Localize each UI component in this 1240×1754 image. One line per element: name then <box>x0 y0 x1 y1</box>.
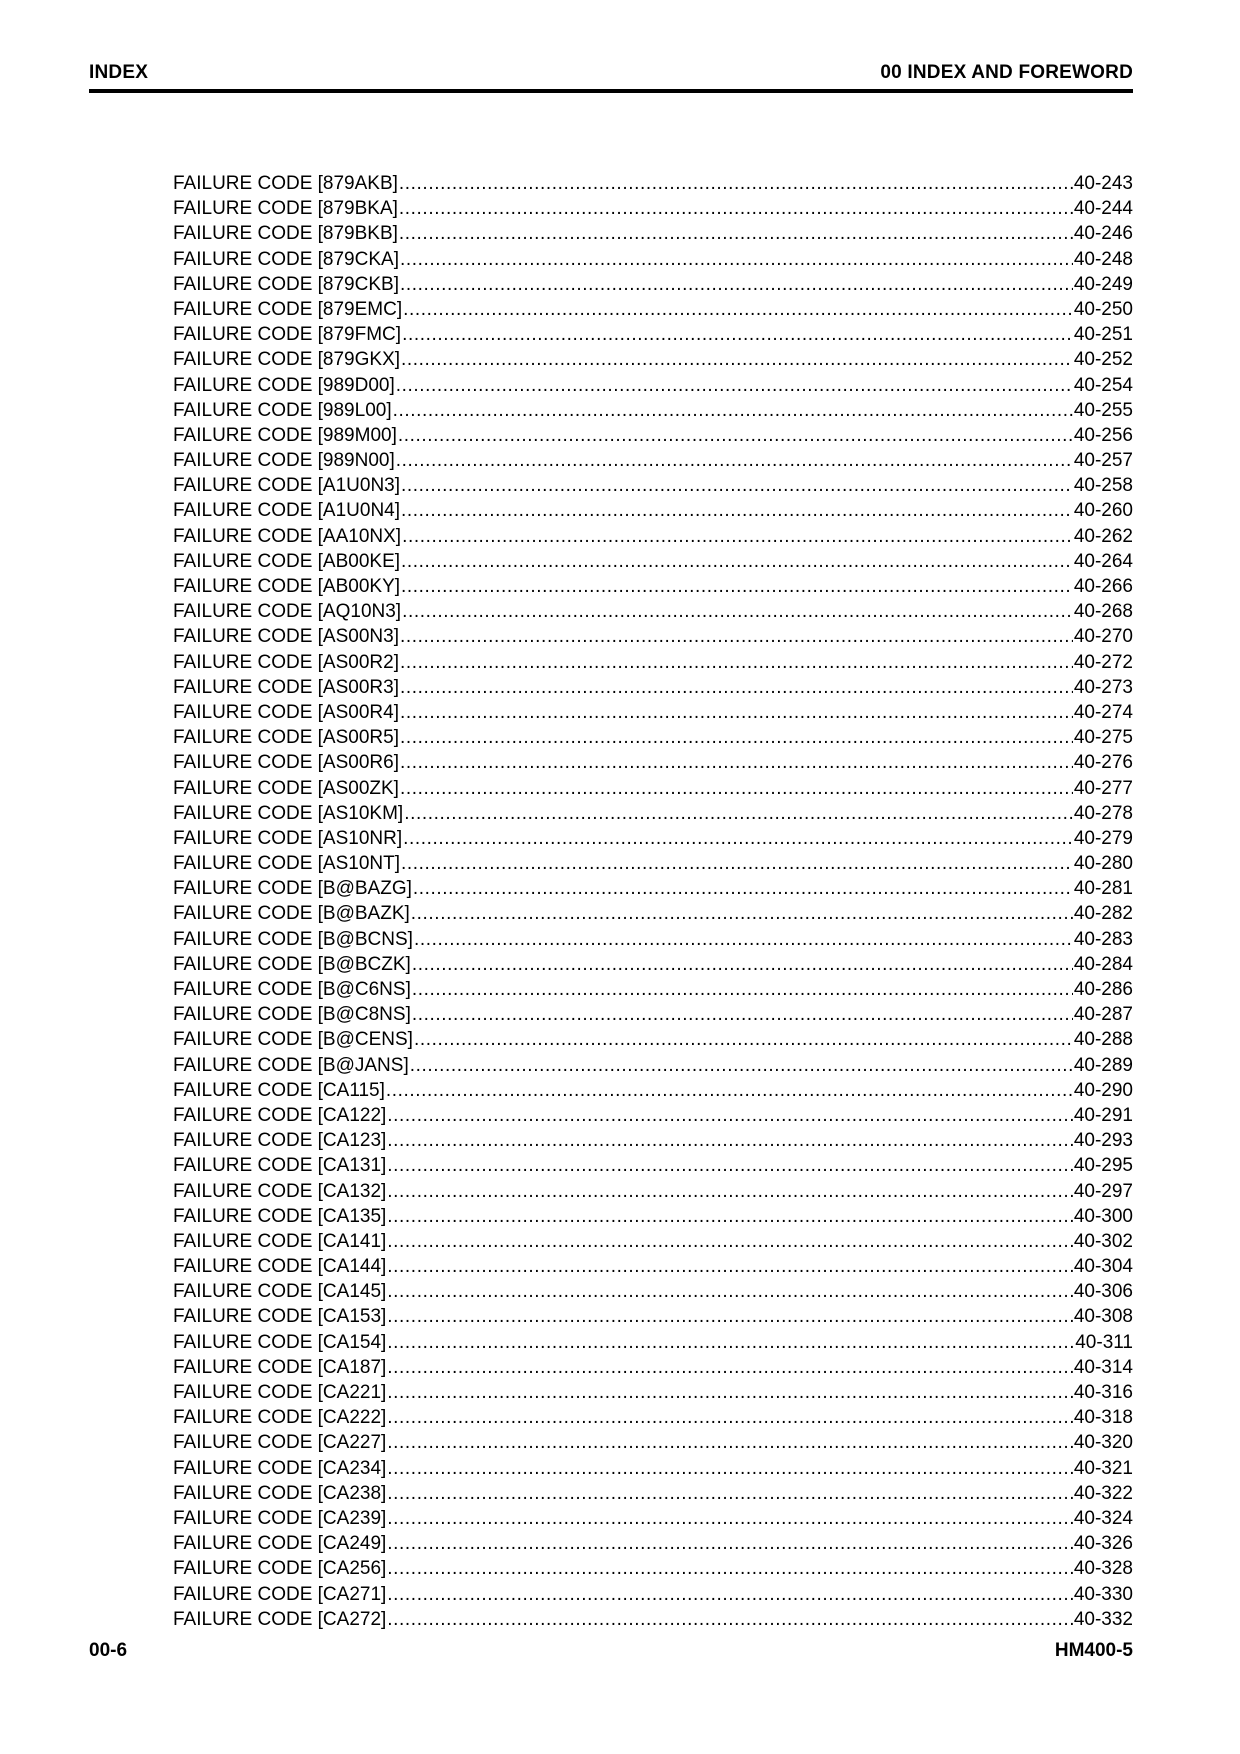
index-entry[interactable] <box>173 524 1133 549</box>
index-entry[interactable] <box>173 1153 1133 1178</box>
index-entry[interactable] <box>173 750 1133 775</box>
index-entry-page: 40-280 <box>1073 853 1133 875</box>
dot-leader <box>400 624 1073 649</box>
index-entry-label: FAILURE CODE [AS00R2] <box>173 651 399 673</box>
dot-leader <box>400 247 1073 272</box>
index-entry-label: FAILURE CODE [AS00R4] <box>173 701 399 723</box>
index-entry[interactable] <box>173 725 1133 750</box>
index-entry-label: FAILURE CODE [AS00R5] <box>173 727 399 749</box>
index-entry-page: 40-302 <box>1073 1230 1133 1252</box>
index-entry-label: FAILURE CODE [B@C6NS] <box>173 979 411 1000</box>
dot-leader <box>396 373 1073 398</box>
dot-leader <box>410 1053 1073 1078</box>
index-entry-page: 40-320 <box>1073 1432 1133 1454</box>
dot-leader <box>387 1179 1073 1204</box>
index-entry-label: FAILURE CODE [B@BAZK] <box>173 903 410 925</box>
index-entry-page: 40-273 <box>1073 676 1133 698</box>
dot-leader <box>387 1229 1073 1254</box>
index-entry[interactable] <box>173 1582 1133 1607</box>
index-entry-label: FAILURE CODE [CA141] <box>173 1230 387 1252</box>
dot-leader <box>412 1002 1073 1027</box>
index-entry[interactable] <box>173 272 1133 297</box>
index-entry[interactable] <box>173 574 1133 599</box>
index-entry[interactable] <box>173 1405 1133 1430</box>
dot-leader <box>400 776 1073 801</box>
index-entry-page: 40-272 <box>1073 651 1133 673</box>
dot-leader <box>387 1531 1073 1556</box>
index-entry-label: FAILURE CODE [A1U0N3] <box>173 475 401 497</box>
index-entry-label: FAILURE CODE [B@C8NS] <box>173 1004 411 1026</box>
index-entry-page: 40-306 <box>1073 1281 1133 1303</box>
index-entry-page: 40-268 <box>1073 601 1133 623</box>
index-entry-label: FAILURE CODE [AB00KE] <box>173 550 401 572</box>
index-entry-label: FAILURE CODE [AS00R3] <box>173 676 399 698</box>
index-entry-page: 40-257 <box>1073 450 1133 472</box>
index-entry-page: 40-288 <box>1073 1029 1133 1051</box>
index-entry[interactable] <box>173 196 1133 221</box>
index-entry[interactable] <box>173 1103 1133 1128</box>
index-entry[interactable] <box>173 221 1133 246</box>
page-header <box>89 56 1133 90</box>
dot-leader <box>399 221 1073 246</box>
index-entry-page: 40-250 <box>1073 298 1133 320</box>
dot-leader <box>401 498 1073 523</box>
index-entry-page: 40-324 <box>1073 1507 1133 1529</box>
index-entry[interactable] <box>173 473 1133 498</box>
index-entry-label: FAILURE CODE [989D00] <box>173 374 395 396</box>
dot-leader <box>387 1128 1073 1153</box>
dot-leader <box>387 1279 1073 1304</box>
dot-leader <box>387 1506 1073 1531</box>
index-entry[interactable] <box>173 977 1133 1002</box>
index-entry-page: 40-328 <box>1073 1558 1133 1580</box>
index-entry[interactable] <box>173 675 1133 700</box>
index-entry-page: 40-282 <box>1073 903 1133 925</box>
index-entry-label: FAILURE CODE [CA234] <box>173 1457 387 1479</box>
index-entry-page: 40-244 <box>1073 198 1133 220</box>
index-entry-label: FAILURE CODE [CA221] <box>173 1382 387 1403</box>
index-entry[interactable] <box>173 373 1133 398</box>
index-entry-page: 40-277 <box>1073 777 1133 799</box>
index-entry-label: FAILURE CODE [989M00] <box>173 424 397 446</box>
index-entry-page: 40-262 <box>1073 525 1133 547</box>
index-entry-label: FAILURE CODE [879GKX] <box>173 349 401 371</box>
dot-leader <box>387 1304 1073 1329</box>
index-entry-page: 40-300 <box>1073 1205 1133 1227</box>
dot-leader <box>399 171 1073 196</box>
index-entry-page: 40-332 <box>1073 1608 1133 1630</box>
index-entry[interactable] <box>173 1481 1133 1506</box>
index-entry-page: 40-318 <box>1073 1407 1133 1429</box>
index-entry-label: FAILURE CODE [AQ10N3] <box>173 601 402 623</box>
index-entry-label: FAILURE CODE [879EMC] <box>173 298 403 320</box>
index-entry[interactable] <box>173 826 1133 851</box>
dot-leader <box>412 977 1073 1002</box>
index-entry-page: 40-311 <box>1075 1331 1133 1353</box>
dot-leader <box>413 876 1073 901</box>
index-entry-page: 40-275 <box>1073 727 1133 749</box>
dot-leader <box>414 927 1073 952</box>
index-entry[interactable] <box>173 801 1133 826</box>
index-entry-label: FAILURE CODE [B@JANS] <box>173 1054 409 1076</box>
dot-leader <box>398 423 1073 448</box>
dot-leader <box>400 675 1073 700</box>
dot-leader <box>403 826 1073 851</box>
index-entry-label: FAILURE CODE [CA135] <box>173 1205 387 1227</box>
index-entry-page: 40-252 <box>1073 349 1133 371</box>
index-entry-label: FAILURE CODE [879BKA] <box>173 198 398 220</box>
index-entry-label: FAILURE CODE [CA249] <box>173 1533 387 1555</box>
index-entry[interactable] <box>173 1254 1133 1279</box>
index-entry-page: 40-270 <box>1073 626 1133 648</box>
dot-leader <box>386 1078 1073 1103</box>
index-entry-label: FAILURE CODE [AS00R6] <box>173 752 399 774</box>
index-entry[interactable] <box>173 1380 1133 1405</box>
dot-leader <box>387 1456 1073 1481</box>
dot-leader <box>387 1481 1073 1506</box>
index-entry[interactable] <box>173 549 1133 574</box>
dot-leader <box>387 1103 1073 1128</box>
index-entry-label: FAILURE CODE [AS10NT] <box>173 853 401 875</box>
header-section-label: INDEX <box>89 62 149 83</box>
index-entry-label: FAILURE CODE [AS10KM] <box>173 802 404 824</box>
index-entry-page: 40-304 <box>1073 1256 1133 1278</box>
index-entry-label: FAILURE CODE [879CKB] <box>173 273 399 295</box>
index-entry[interactable] <box>173 1279 1133 1304</box>
index-entry[interactable] <box>173 1229 1133 1254</box>
index-entry-page: 40-330 <box>1073 1583 1133 1605</box>
index-entry-label: FAILURE CODE [879CKA] <box>173 248 399 270</box>
index-entry[interactable] <box>173 1128 1133 1153</box>
dot-leader <box>401 473 1073 498</box>
index-entry[interactable] <box>173 952 1133 977</box>
dot-leader <box>387 1204 1073 1229</box>
dot-leader <box>387 1582 1073 1607</box>
index-entry-label: FAILURE CODE [CA256] <box>173 1558 387 1580</box>
index-entry[interactable] <box>173 322 1133 347</box>
index-entry-page: 40-248 <box>1073 248 1133 270</box>
index-entry[interactable] <box>173 297 1133 322</box>
dot-leader <box>400 725 1073 750</box>
index-entry-label: FAILURE CODE [B@BAZG] <box>173 878 412 900</box>
index-entry[interactable] <box>173 901 1133 926</box>
dot-leader <box>387 1254 1073 1279</box>
index-entry-page: 40-246 <box>1073 223 1133 245</box>
page-footer <box>89 1636 1133 1666</box>
dot-leader <box>402 599 1073 624</box>
index-entry[interactable] <box>173 1355 1133 1380</box>
index-entry-label: FAILURE CODE [989L00] <box>173 399 392 421</box>
index-entry-page: 40-281 <box>1073 878 1133 900</box>
index-entry-label: FAILURE CODE [CA187] <box>173 1356 387 1378</box>
index-entry[interactable] <box>173 1456 1133 1481</box>
index-entry-page: 40-314 <box>1073 1356 1133 1378</box>
index-entry-label: FAILURE CODE [879FMC] <box>173 324 402 346</box>
index-entry-page: 40-278 <box>1073 802 1133 824</box>
dot-leader <box>400 272 1073 297</box>
index-entry-label: FAILURE CODE [CA227] <box>173 1432 387 1454</box>
index-entry[interactable] <box>173 1304 1133 1329</box>
dot-leader <box>387 1405 1073 1430</box>
index-entry[interactable] <box>173 448 1133 473</box>
index-entry[interactable] <box>173 650 1133 675</box>
index-entry[interactable] <box>173 599 1133 624</box>
dot-leader <box>402 524 1073 549</box>
index-entry[interactable] <box>173 423 1133 448</box>
index-entry-label: FAILURE CODE [B@BCZK] <box>173 953 411 975</box>
index-entry-label: FAILURE CODE [CA153] <box>173 1306 387 1328</box>
index-entry-page: 40-316 <box>1073 1382 1133 1403</box>
index-entry[interactable] <box>173 876 1133 901</box>
index-entry[interactable] <box>173 776 1133 801</box>
index-entry-label: FAILURE CODE [879BKB] <box>173 223 398 245</box>
dot-leader <box>387 1380 1073 1405</box>
index-entry-label: FAILURE CODE [AA10NX] <box>173 525 402 547</box>
index-entry[interactable] <box>173 1027 1133 1052</box>
index-entry-label: FAILURE CODE [879AKB] <box>173 173 398 194</box>
index-entry[interactable] <box>173 1078 1133 1103</box>
dot-leader <box>414 1027 1073 1052</box>
index-entry-page: 40-308 <box>1073 1306 1133 1328</box>
index-entry[interactable] <box>173 1607 1133 1632</box>
header-chapter-title: 00 INDEX AND FOREWORD <box>880 62 1133 83</box>
index-entry-label: FAILURE CODE [AS10NR] <box>173 827 403 849</box>
index-entry-label: FAILURE CODE [B@BCNS] <box>173 928 413 950</box>
dot-leader <box>393 398 1073 423</box>
index-entry-page: 40-258 <box>1073 475 1133 497</box>
index-entry-page: 40-251 <box>1073 324 1133 346</box>
index-entry-label: FAILURE CODE [CA123] <box>173 1130 387 1152</box>
index-entry-label: FAILURE CODE [CA122] <box>173 1104 387 1126</box>
index-entry-page: 40-264 <box>1073 550 1133 572</box>
dot-leader <box>401 549 1073 574</box>
dot-leader <box>401 574 1073 599</box>
index-entry-page: 40-283 <box>1073 928 1133 950</box>
index-entry[interactable] <box>173 1506 1133 1531</box>
dot-leader <box>402 322 1073 347</box>
index-entry[interactable] <box>173 1531 1133 1556</box>
index-entry-page: 40-255 <box>1073 399 1133 421</box>
index-entry-page: 40-254 <box>1073 374 1133 396</box>
dot-leader <box>387 1330 1074 1355</box>
index-entry-page: 40-290 <box>1073 1079 1133 1101</box>
index-entry-page: 40-289 <box>1073 1054 1133 1076</box>
index-entry-page: 40-266 <box>1073 576 1133 597</box>
dot-leader <box>387 1556 1073 1581</box>
model-code: HM400-5 <box>1054 1640 1133 1661</box>
index-entry-page: 40-287 <box>1073 1004 1133 1026</box>
index-entry[interactable] <box>173 1053 1133 1078</box>
dot-leader <box>387 1607 1073 1632</box>
dot-leader <box>387 1355 1073 1380</box>
index-entry[interactable] <box>173 1179 1133 1204</box>
index-entry-page: 40-279 <box>1073 827 1133 849</box>
index-entry-label: FAILURE CODE [CA271] <box>173 1583 387 1605</box>
dot-leader <box>403 297 1073 322</box>
index-entry[interactable] <box>173 927 1133 952</box>
index-entry[interactable] <box>173 1330 1133 1355</box>
index-entry-label: FAILURE CODE [CA144] <box>173 1256 387 1278</box>
index-entry-label: FAILURE CODE [CA238] <box>173 1482 387 1504</box>
index-entry-page: 40-297 <box>1073 1180 1133 1202</box>
index-entry-label: FAILURE CODE [CA132] <box>173 1180 387 1202</box>
index-entry[interactable] <box>173 851 1133 876</box>
index-list <box>173 171 1133 1632</box>
dot-leader <box>412 952 1073 977</box>
index-entry-page: 40-284 <box>1073 953 1133 975</box>
page-number: 00-6 <box>89 1640 128 1661</box>
index-entry-label: FAILURE CODE [CA239] <box>173 1507 387 1529</box>
index-entry-page: 40-276 <box>1073 752 1133 774</box>
index-entry-page: 40-322 <box>1073 1482 1133 1504</box>
index-entry-page: 40-249 <box>1073 273 1133 295</box>
dot-leader <box>396 448 1073 473</box>
index-entry[interactable] <box>173 347 1133 372</box>
index-entry[interactable] <box>173 398 1133 423</box>
index-entry-label: FAILURE CODE [CA145] <box>173 1281 387 1303</box>
dot-leader <box>400 650 1073 675</box>
index-entry-page: 40-256 <box>1073 424 1133 446</box>
index-entry[interactable] <box>173 498 1133 523</box>
dot-leader <box>400 750 1073 775</box>
index-entry-label: FAILURE CODE [B@CENS] <box>173 1029 413 1051</box>
index-entry-label: FAILURE CODE [CA222] <box>173 1407 387 1429</box>
index-entry-label: FAILURE CODE [CA272] <box>173 1608 387 1630</box>
index-entry-label: FAILURE CODE [A1U0N4] <box>173 500 401 522</box>
index-entry-page: 40-295 <box>1073 1155 1133 1177</box>
dot-leader <box>400 700 1073 725</box>
index-entry-label: FAILURE CODE [CA131] <box>173 1155 387 1177</box>
index-entry-label: FAILURE CODE [AB00KY] <box>173 576 401 597</box>
index-entry[interactable] <box>173 1002 1133 1027</box>
index-entry[interactable] <box>173 171 1133 196</box>
dot-leader <box>387 1153 1073 1178</box>
index-entry-page: 40-286 <box>1073 979 1133 1000</box>
dot-leader <box>404 801 1073 826</box>
dot-leader <box>387 1430 1073 1455</box>
index-entry-page: 40-326 <box>1073 1533 1133 1555</box>
index-entry-page: 40-321 <box>1073 1457 1133 1479</box>
index-entry-label: FAILURE CODE [AS00ZK] <box>173 777 399 799</box>
index-entry-label: FAILURE CODE [CA115] <box>173 1079 385 1101</box>
index-entry-page: 40-243 <box>1073 173 1133 194</box>
index-entry[interactable] <box>173 624 1133 649</box>
dot-leader <box>401 347 1073 372</box>
index-entry-label: FAILURE CODE [AS00N3] <box>173 626 399 648</box>
dot-leader <box>411 901 1073 926</box>
index-entry-page: 40-293 <box>1073 1130 1133 1152</box>
index-entry[interactable] <box>173 247 1133 272</box>
index-entry-label: FAILURE CODE [989N00] <box>173 450 395 472</box>
index-entry-page: 40-274 <box>1073 701 1133 723</box>
dot-leader <box>399 196 1073 221</box>
dot-leader <box>401 851 1073 876</box>
header-divider <box>89 89 1133 93</box>
index-entry[interactable] <box>173 1430 1133 1455</box>
index-entry[interactable] <box>173 700 1133 725</box>
index-entry-page: 40-260 <box>1073 500 1133 522</box>
index-entry-label: FAILURE CODE [CA154] <box>173 1331 387 1353</box>
index-entry[interactable] <box>173 1204 1133 1229</box>
index-entry-page: 40-291 <box>1073 1104 1133 1126</box>
index-entry[interactable] <box>173 1556 1133 1581</box>
